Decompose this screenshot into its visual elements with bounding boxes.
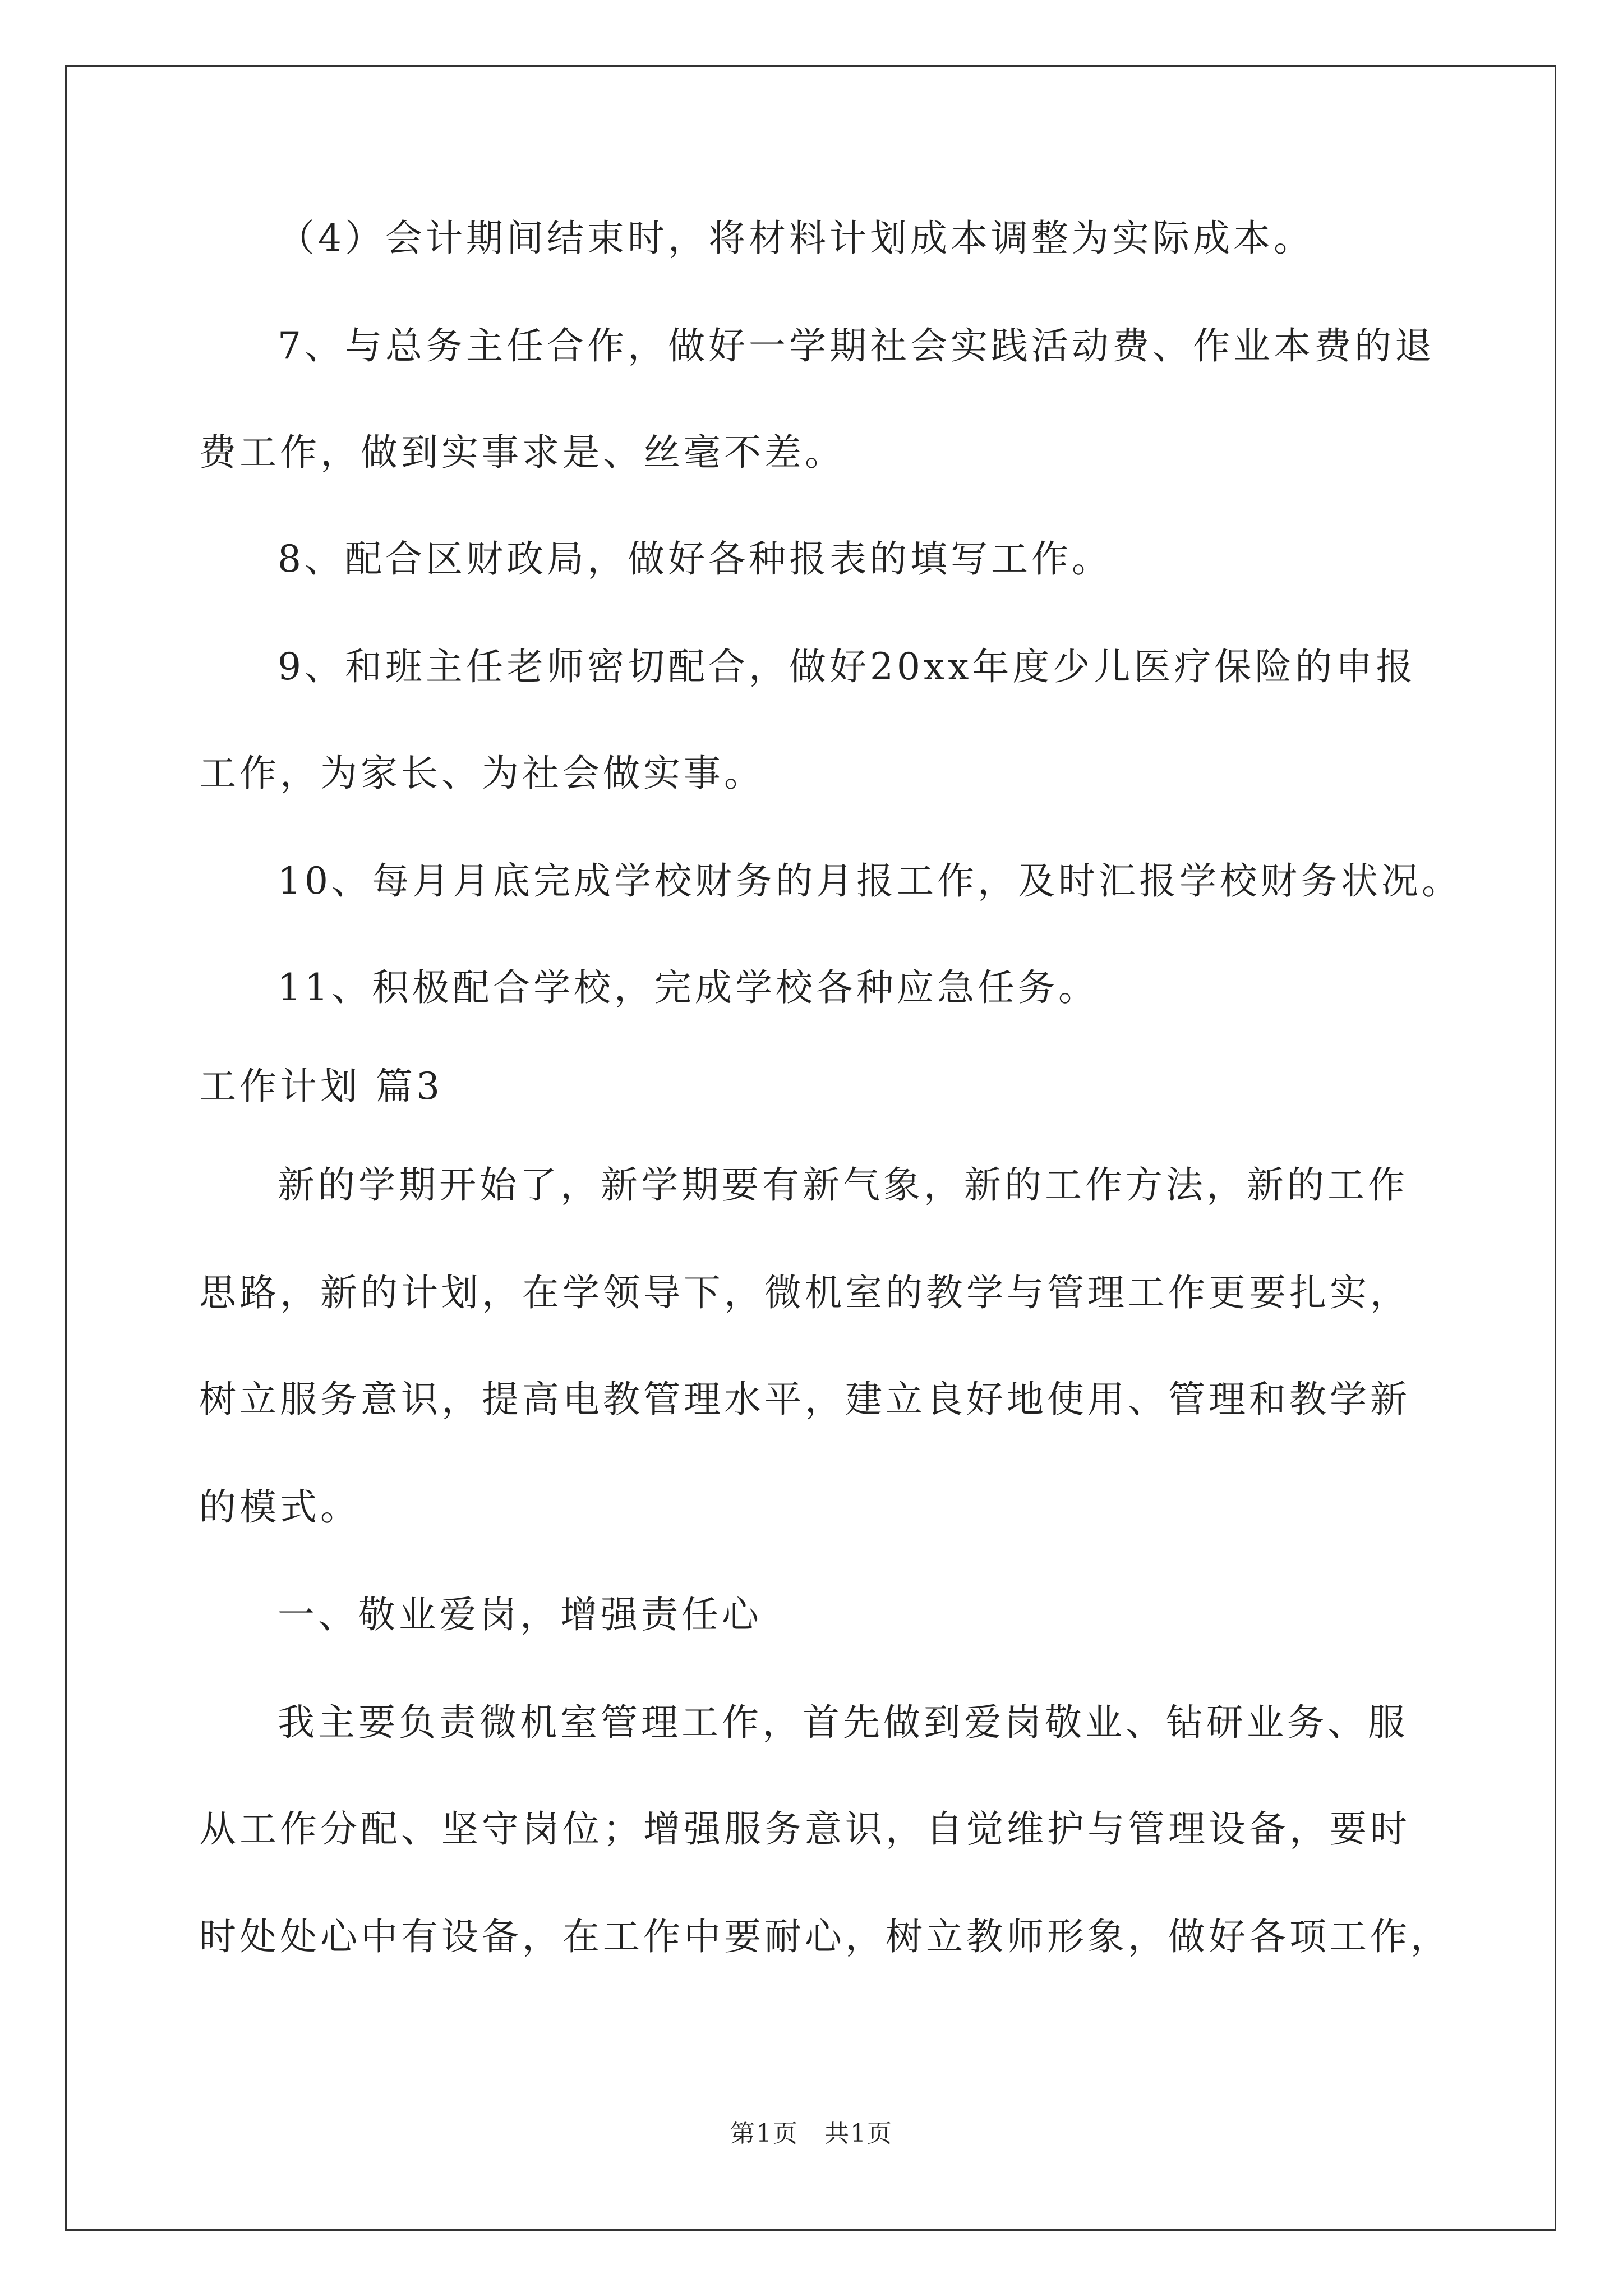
paragraph-line: 树立服务意识，提高电教管理水平，建立良好地使用、管理和教学新 [199, 1378, 1410, 1421]
paragraph-line: 时处处心中有设备，在工作中要耐心，树立教师形象，做好各项工作， [199, 1915, 1451, 1958]
paragraph-line: 7、与总务主任合作，做好一学期社会实践活动费、作业本费的退 [278, 324, 1435, 367]
page-border [65, 65, 1556, 2231]
paragraph-line: 费工作，做到实事求是、丝毫不差。 [199, 431, 845, 474]
paragraph-line: 11、积极配合学校，完成学校各种应急任务。 [278, 966, 1099, 1009]
page-number-footer: 第1页 共1页 [730, 2119, 893, 2148]
paragraph-line: 思路，新的计划，在学领导下，微机室的教学与管理工作更要扎实， [199, 1271, 1410, 1314]
paragraph-line: 的模式。 [199, 1485, 361, 1529]
paragraph-line: 我主要负责微机室管理工作，首先做到爱岗敬业、钻研业务、服 [278, 1701, 1408, 1744]
section-heading: 工作计划 篇3 [199, 1065, 443, 1108]
paragraph-line: 从工作分配、坚守岗位；增强服务意识，自觉维护与管理设备，要时 [199, 1807, 1410, 1851]
paragraph-line: 新的学期开始了，新学期要有新气象，新的工作方法，新的工作 [278, 1163, 1408, 1207]
paragraph-line: 10、每月月底完成学校财务的月报工作，及时汇报学校财务状况。 [278, 859, 1462, 903]
subheading: 一、敬业爱岗，增强责任心 [278, 1593, 762, 1636]
paragraph-line: （4）会计期间结束时，将材料计划成本调整为实际成本。 [278, 217, 1314, 260]
paragraph-line: 9、和班主任老师密切配合，做好20xx年度少儿医疗保险的申报 [278, 645, 1417, 688]
paragraph-line: 8、配合区财政局，做好各种报表的填写工作。 [278, 537, 1112, 581]
paragraph-line: 工作，为家长、为社会做实事。 [199, 752, 764, 795]
